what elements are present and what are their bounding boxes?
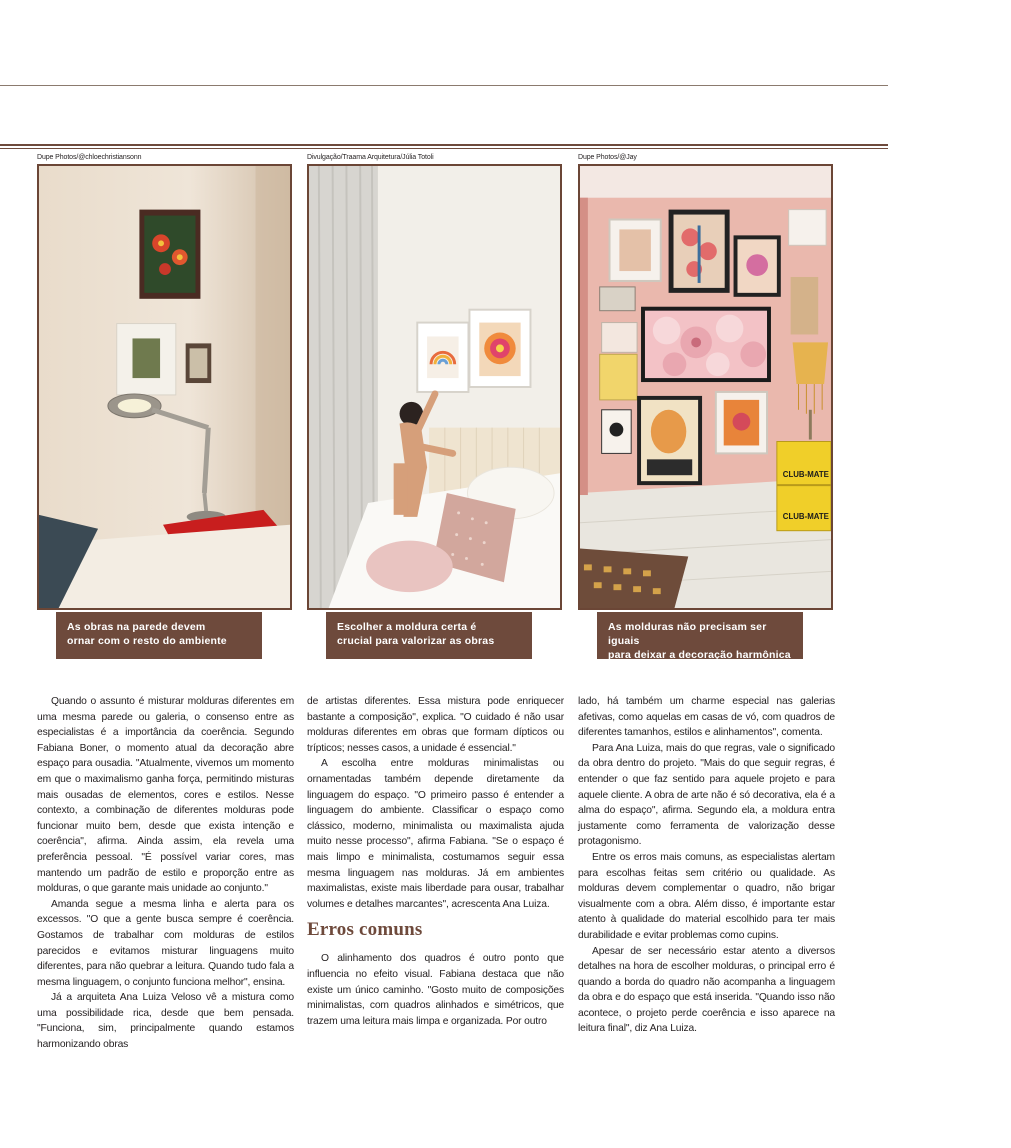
section-heading: Erros comuns [307,919,423,941]
photo-child-bedroom [307,164,562,610]
photo-lamp-scene [37,164,292,610]
caption-2-line-2: crucial para valorizar as obras [337,635,495,647]
caption-1-line-1: As obras na parede devem [67,621,206,633]
article-column-2 [307,694,564,1029]
paragraph: A escolha entre molduras minimalistas ou ornamentadas também depende diretamente da linguagem do espaço. "O primeiro passo é entender a linguagem do ambiente. Classificar o espaço como clássico, moderno, minimalista ou maximalista ajuda muito nesse processo", afirma Fabiana. "Se o espaço é mais limpo e minimalista, costumamos seguir essa mesma linguagem nas molduras. Já em ambientes maximalistas, existe mais liberdade para ousar, trabalhar volumes e detalhes marcantes", acrescenta Ana Luiza. [307,758,564,910]
caption-3-line-1: As molduras não precisam ser iguais [608,621,767,647]
photo-credit-1: Dupe Photos/@chloechristiansonn [37,154,142,161]
caption-3-line-2: para deixar a decoração harmônica [608,649,791,661]
paragraph: de artistas diferentes. Essa mistura pode enriquecer bastante a composição", explica. "O cuidado é não usar molduras diferentes em obras que formam dípticos ou trípticos; nesses casos, a unidade é essencial." [307,696,564,754]
caption-1-line-2: ornar com o resto do ambiente [67,635,227,647]
crate-label-2: CLUB-MATE [782,511,829,521]
section-rule-2 [0,148,888,149]
paragraph: Amanda segue a mesma linha e alerta para os excessos. "O que a gente busca sempre é coerência. Gostamos de trabalhar com molduras de estilos parecidos e evitamos misturar linguagens muito diferentes, para não quebrar a leitura. Quando tudo fala a mesma linguagem, o conjunto funciona melhor", ensina. [37,898,294,988]
photo-credit-3: Dupe Photos/@Jay [578,154,637,161]
photo-gallery-wall [578,164,833,610]
paragraph: Quando o assunto é misturar molduras diferentes em uma mesma parede ou galeria, o consenso entre as especialistas é a importância da coerência. Segundo Fabiana Boner, o momento atual da decoração abre espaço para ousadia. "Atualmente, vivemos um momento em que o maximalismo ganha força, permitindo misturas mais ousadas de elementos, cores e estilos. Nesse contexto, a combinação de diferentes molduras pode funcionar muito bem, desde que exista intenção e coerência", afirma. Ainda assim, ela revela uma preferência pessoal. "É possível variar cores, mas mantendo um padrão de estilo e proporção entre as molduras, o que garante mais unidade ao conjunto." [37,696,294,895]
crate-label-1: CLUB-MATE [782,470,829,480]
paragraph: Entre os erros mais comuns, as especialistas alertam para escolhas feitas sem critério ou qualidade. As molduras devem complementar o quadro, não brigar visualmente com a obra. Além disso, é importante estar atento à qualidade do material escolhido para ter mais durabilidade e evitar problemas como cupins. [578,851,835,941]
paragraph: Para Ana Luiza, mais do que regras, vale o significado da obra dentro do projeto. "Mais do que seguir regras, é entender o que faz sentido para aquele projeto e para aquele cliente. A obra de arte não é só decorativa, ela é a alma do espaço", afirma. Segundo ela, a moldura entra justamente como ferramenta de valorização desse protagonismo. [578,742,835,848]
caption-1 [56,612,262,659]
top-rule [0,85,888,86]
article-column-1 [37,694,294,1053]
photo-credit-2: Divulgação/Traama Arquitetura/Júlia Totoli [307,154,434,161]
caption-2 [326,612,532,659]
paragraph: lado, há também um charme especial nas galerias afetivas, como aquelas em casas de vó, com quadros de diferentes tamanhos, estilos e alinhamentos", comenta. [578,696,835,739]
paragraph: Já a arquiteta Ana Luiza Veloso vê a mistura como uma possibilidade rica, desde que bem pensada. "Funciona, sim, principalmente quando estamos harmonizando obras [37,992,294,1051]
caption-2-line-1: Escolher a moldura certa é [337,621,477,633]
article-column-3 [578,694,835,1037]
caption-3 [597,612,803,659]
section-rule-1 [0,144,888,146]
paragraph: Apesar de ser necessário estar atento a diversos detalhes na hora de escolher molduras, o principal erro é quando a borda do quadro não acompanha a linguagem da obra e do espaço que está inserida. "Quando isso não acontece, o projeto perde coerência e isso aparece na leitura final", diz Ana Luiza. [578,945,835,1035]
paragraph: O alinhamento dos quadros é outro ponto que influencia no efeito visual. Fabiana destaca que não existe um único caminho. "Gosto muito de composições minimalistas, com quadros alinhados e simétricos, que trazem uma leitura mais limpa e organizada. Por outro [307,953,564,1027]
